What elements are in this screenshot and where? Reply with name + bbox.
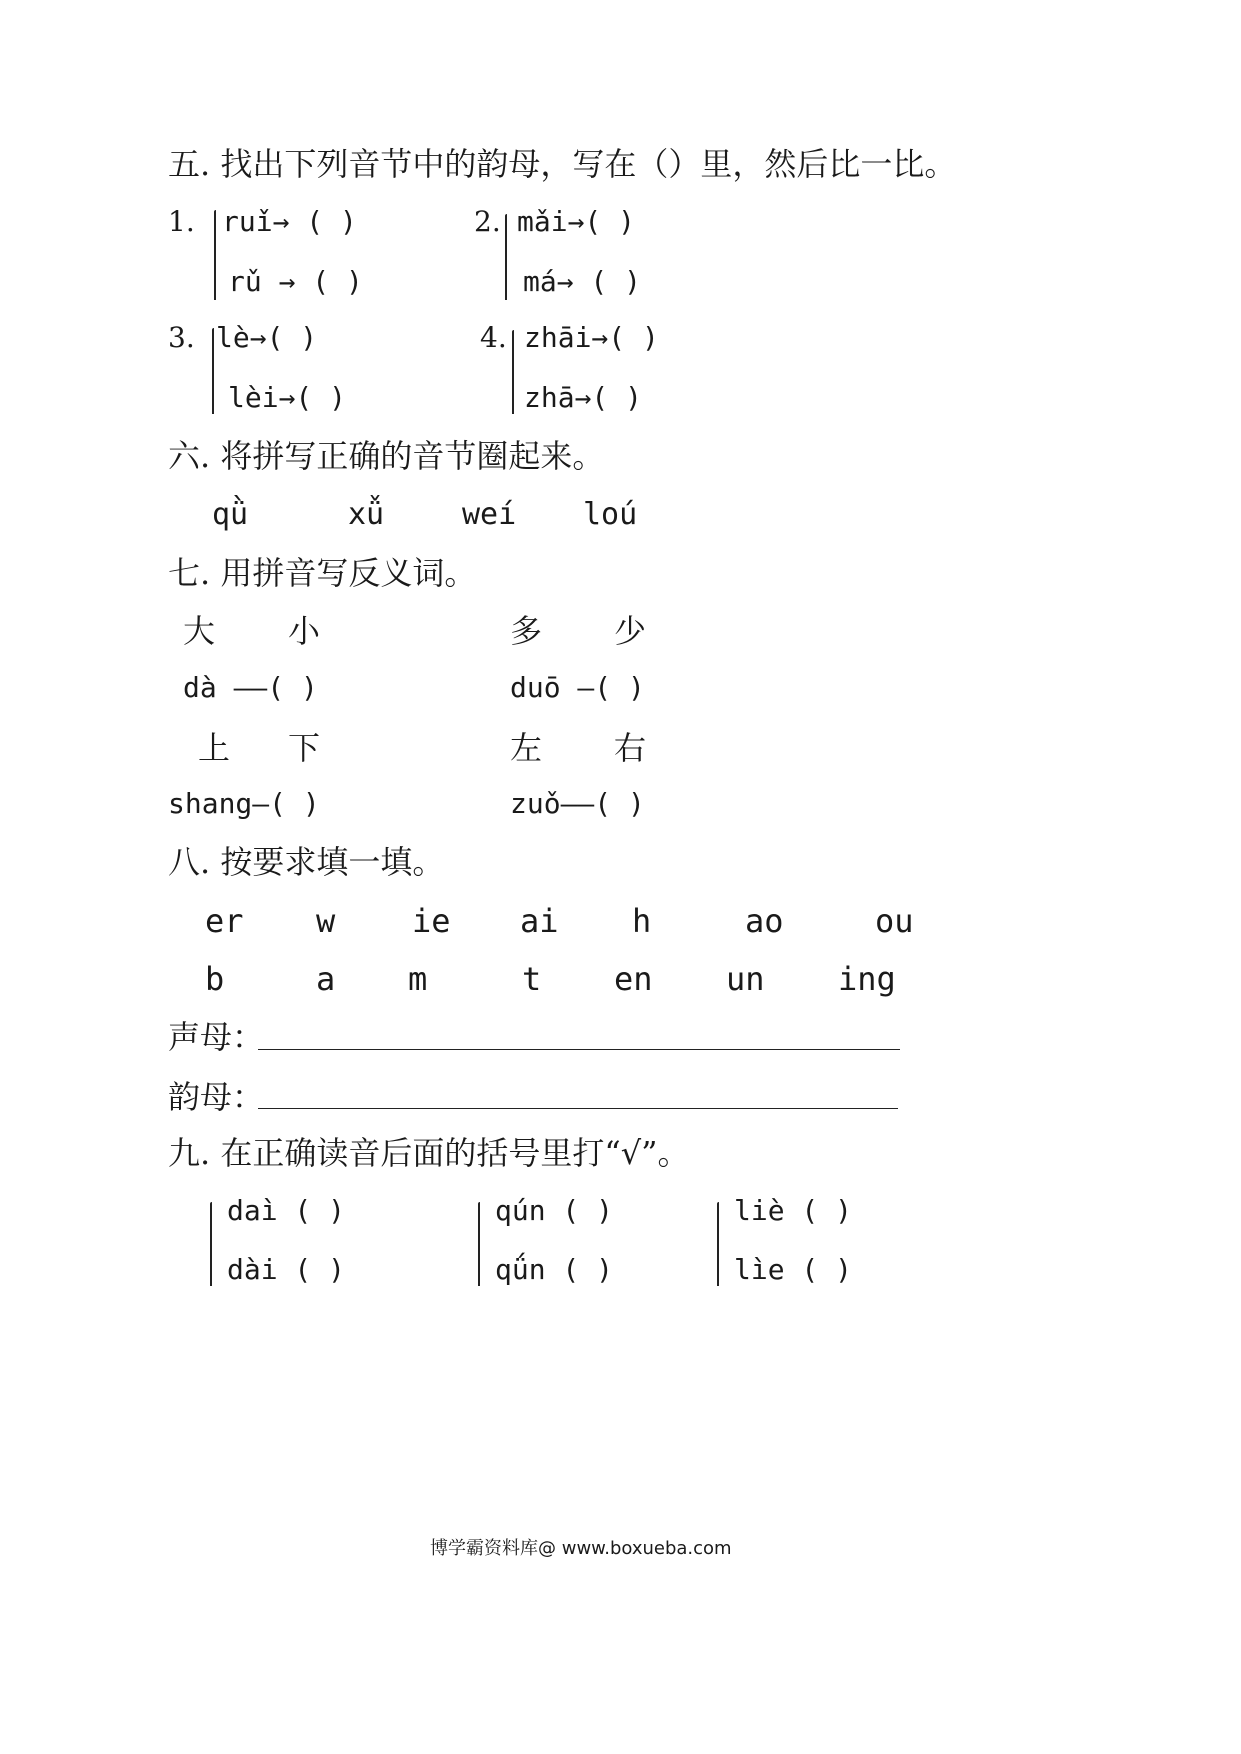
- syllable-option[interactable]: xǚ: [348, 497, 385, 532]
- antonym-word: 上: [198, 729, 231, 767]
- section-7-title: 七. 用拼音写反义词。: [168, 554, 477, 592]
- antonym-answer-line[interactable]: zuǒ——( ): [510, 787, 645, 820]
- initials-answer-line[interactable]: [258, 1049, 900, 1050]
- antonym-word: 大: [183, 612, 216, 650]
- syllable-option[interactable]: loú: [583, 497, 638, 532]
- antonym-word: 小: [288, 612, 321, 650]
- pinyin-letter: ou: [875, 902, 914, 940]
- pinyin-letter: ing: [838, 960, 896, 998]
- reading-option[interactable]: daì ( ): [227, 1194, 346, 1227]
- brace: [505, 214, 507, 300]
- brace: [512, 330, 514, 414]
- antonym-word: 左: [510, 729, 543, 767]
- pinyin-letter: b: [205, 960, 225, 998]
- section-9-title: 九. 在正确读音后面的括号里打“√”。: [168, 1134, 690, 1172]
- pinyin-letter: m: [408, 960, 428, 998]
- pinyin-letter: er: [205, 902, 244, 940]
- syllable-b: lèi→( ): [228, 381, 347, 414]
- finals-label: 韵母：: [168, 1078, 265, 1116]
- pinyin-letter: ie: [412, 902, 451, 940]
- brace: [212, 328, 214, 414]
- section-6-title: 六. 将拼写正确的音节圈起来。: [168, 437, 605, 475]
- brace: [214, 210, 216, 300]
- pinyin-letter: en: [614, 960, 653, 998]
- reading-option[interactable]: dài ( ): [227, 1253, 346, 1286]
- brace: [210, 1202, 212, 1286]
- reading-option[interactable]: liè ( ): [734, 1194, 853, 1227]
- syllable-a: mǎi→( ): [517, 205, 636, 238]
- reading-option[interactable]: qǘn ( ): [495, 1253, 614, 1286]
- reading-option[interactable]: lìe ( ): [734, 1253, 853, 1286]
- section-8-title: 八. 按要求填一填。: [168, 843, 445, 881]
- syllable-b: rǔ → ( ): [228, 265, 363, 298]
- group-number: 4.: [480, 321, 507, 354]
- syllable-a: ruǐ→ ( ): [222, 205, 357, 238]
- syllable-a: lè→( ): [216, 321, 318, 354]
- syllable-option[interactable]: weí: [462, 497, 517, 532]
- antonym-word: 多: [510, 612, 543, 650]
- pinyin-letter: w: [316, 902, 336, 940]
- section-5-title: 五. 找出下列音节中的韵母，写在（）里，然后比一比。: [168, 145, 957, 183]
- pinyin-letter: a: [316, 960, 336, 998]
- antonym-answer-line[interactable]: dà ——( ): [183, 671, 318, 704]
- syllable-option[interactable]: qǜ: [212, 497, 249, 532]
- syllable-a: zhāi→( ): [524, 321, 659, 354]
- syllable-b: zhā→( ): [524, 381, 643, 414]
- initials-label: 声母：: [168, 1018, 265, 1056]
- antonym-answer-line[interactable]: duō —( ): [510, 671, 645, 704]
- reading-option[interactable]: qún ( ): [495, 1194, 614, 1227]
- antonym-word: 少: [614, 612, 647, 650]
- antonym-answer-line[interactable]: shang—( ): [168, 787, 320, 820]
- pinyin-letter: un: [726, 960, 765, 998]
- pinyin-letter: h: [632, 902, 652, 940]
- antonym-word: 下: [288, 729, 321, 767]
- pinyin-letter: ao: [745, 902, 784, 940]
- finals-answer-line[interactable]: [258, 1108, 898, 1109]
- group-number: 3.: [168, 321, 195, 354]
- group-number: 1.: [168, 205, 195, 238]
- pinyin-letter: t: [522, 960, 542, 998]
- syllable-b: má→ ( ): [523, 265, 642, 298]
- antonym-word: 右: [614, 729, 647, 767]
- footer-watermark: 博学霸资料库@ www.boxueba.com: [430, 1538, 732, 1559]
- group-number: 2.: [474, 205, 501, 238]
- brace: [478, 1202, 480, 1286]
- pinyin-letter: ai: [520, 902, 559, 940]
- brace: [717, 1202, 719, 1286]
